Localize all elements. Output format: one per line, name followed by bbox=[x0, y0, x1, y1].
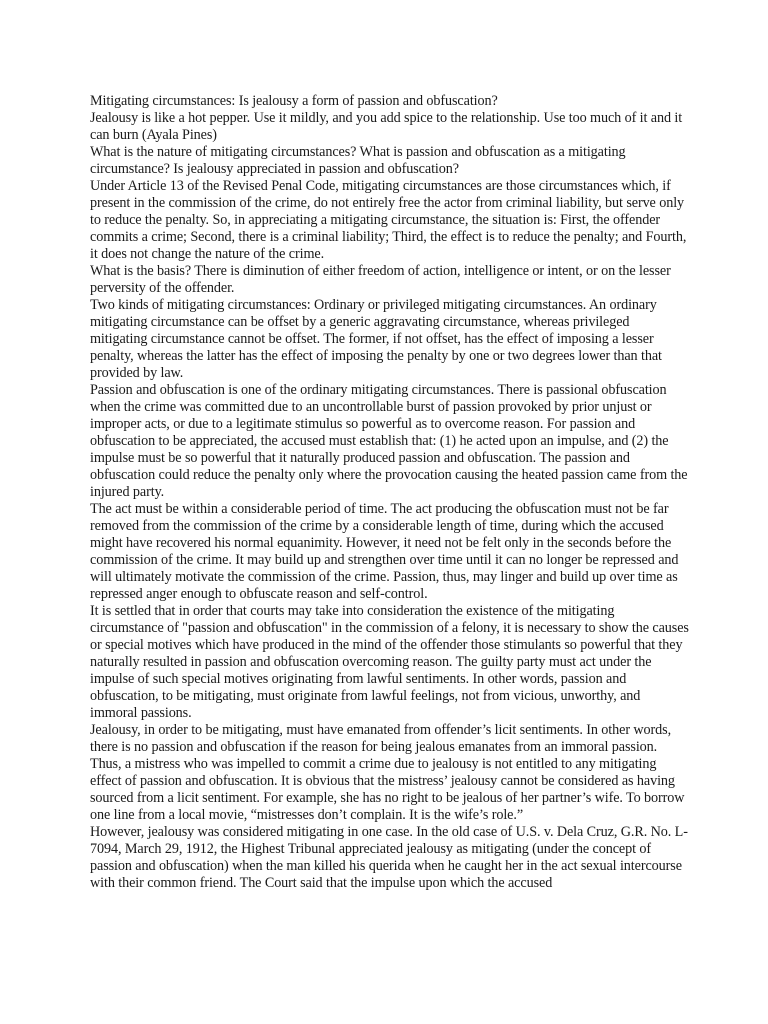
paragraph: The act must be within a considerable period of time. The act producing the obfuscation must not be far removed from the commission of the crime by a considerable length of time, during which the accused might have recovered his normal equanimity. However, it need not be felt only in the seconds before the commission of the crime. It may build up and strengthen over time until it can no longer be repressed and will ultimately motivate the commission of the crime. Passion, thus, may linger and build up over time as repressed anger enough to obfuscate reason and self-control. bbox=[90, 501, 679, 602]
paragraph: Two kinds of mitigating circumstances: Ordinary or privileged mitigating circumstances. An ordinary mitigating circumstance can be offset by a generic aggravating circumstance, whereas privileged mitigating circumstance cannot be offset. The former, if not offset, has the effect of imposing a lesser penalty, whereas the latter has the effect of imposing the penalty by one or two degrees lower than that provided by law. bbox=[90, 297, 662, 381]
document-title: Mitigating circumstances: Is jealousy a form of passion and obfuscation? bbox=[90, 93, 498, 109]
paragraph: Jealousy is like a hot pepper. Use it mildly, and you add spice to the relationship. Use too much of it and it can burn (Ayala Pines) bbox=[90, 110, 683, 143]
paragraph: It is settled that in order that courts may take into consideration the existence of the mitigating circumstance of "passion and obfuscation" in the commission of a felony, it is necessary to show the causes or special motives which have produced in the mind of the offender those stimulants so powerful that they naturally resulted in passion and obfuscation overcoming reason. The guilty party must act under the impulse of such special motives originating from lawful sentiments. In other words, passion and obfuscation, to be mitigating, must originate from lawful feelings, not from vicious, unworthy, and immoral passions. bbox=[90, 603, 689, 721]
paragraph: What is the basis? There is diminution of either freedom of action, intelligence or intent, or on the lesser perversity of the offender. bbox=[90, 263, 671, 296]
document-body bbox=[90, 93, 690, 892]
paragraph: Jealousy, in order to be mitigating, must have emanated from offender’s licit sentiments. In other words, there is no passion and obfuscation if the reason for being jealous emanates from an immoral passion. Thus, a mistress who was impelled to commit a crime due to jealousy is not entitled to any mitigating effect of passion and obfuscation. It is obvious that the mistress’ jealousy cannot be considered as having sourced from a licit sentiment. For example, she has no right to be jealous of her partner’s wife. To borrow one line from a local movie, “mistresses don’t complain. It is the wife’s role.” bbox=[90, 722, 685, 823]
paragraph: Passion and obfuscation is one of the ordinary mitigating circumstances. There is passional obfuscation when the crime was committed due to an uncontrollable burst of passion provoked by prior unjust or improper acts, or due to a legitimate stimulus so powerful as to overcome reason. For passion and obfuscation to be appreciated, the accused must establish that: (1) he acted upon an impulse, and (2) the impulse must be so powerful that it naturally produced passion and obfuscation. The passion and obfuscation could reduce the penalty only where the provocation causing the heated passion came from the injured party. bbox=[90, 382, 688, 500]
paragraph: What is the nature of mitigating circumstances? What is passion and obfuscation as a mitigating circumstance? Is jealousy appreciated in passion and obfuscation? bbox=[90, 144, 626, 177]
paragraph: Under Article 13 of the Revised Penal Code, mitigating circumstances are those circumstances which, if present in the commission of the crime, do not entirely free the actor from criminal liability, but serve only to reduce the penalty. So, in appreciating a mitigating circumstance, the situation is: First, the offender commits a crime; Second, there is a criminal liability; Third, the effect is to reduce the penalty; and Fourth, it does not change the nature of the crime. bbox=[90, 178, 687, 262]
paragraph: However, jealousy was considered mitigating in one case. In the old case of U.S. v. Dela Cruz, G.R. No. L-7094, March 29, 1912, the Highest Tribunal appreciated jealousy as mitigating (under the concept of passion and obfuscation) when the man killed his querida when he caught her in the act sexual intercourse with their common friend. The Court said that the impulse upon which the accused bbox=[90, 824, 688, 891]
